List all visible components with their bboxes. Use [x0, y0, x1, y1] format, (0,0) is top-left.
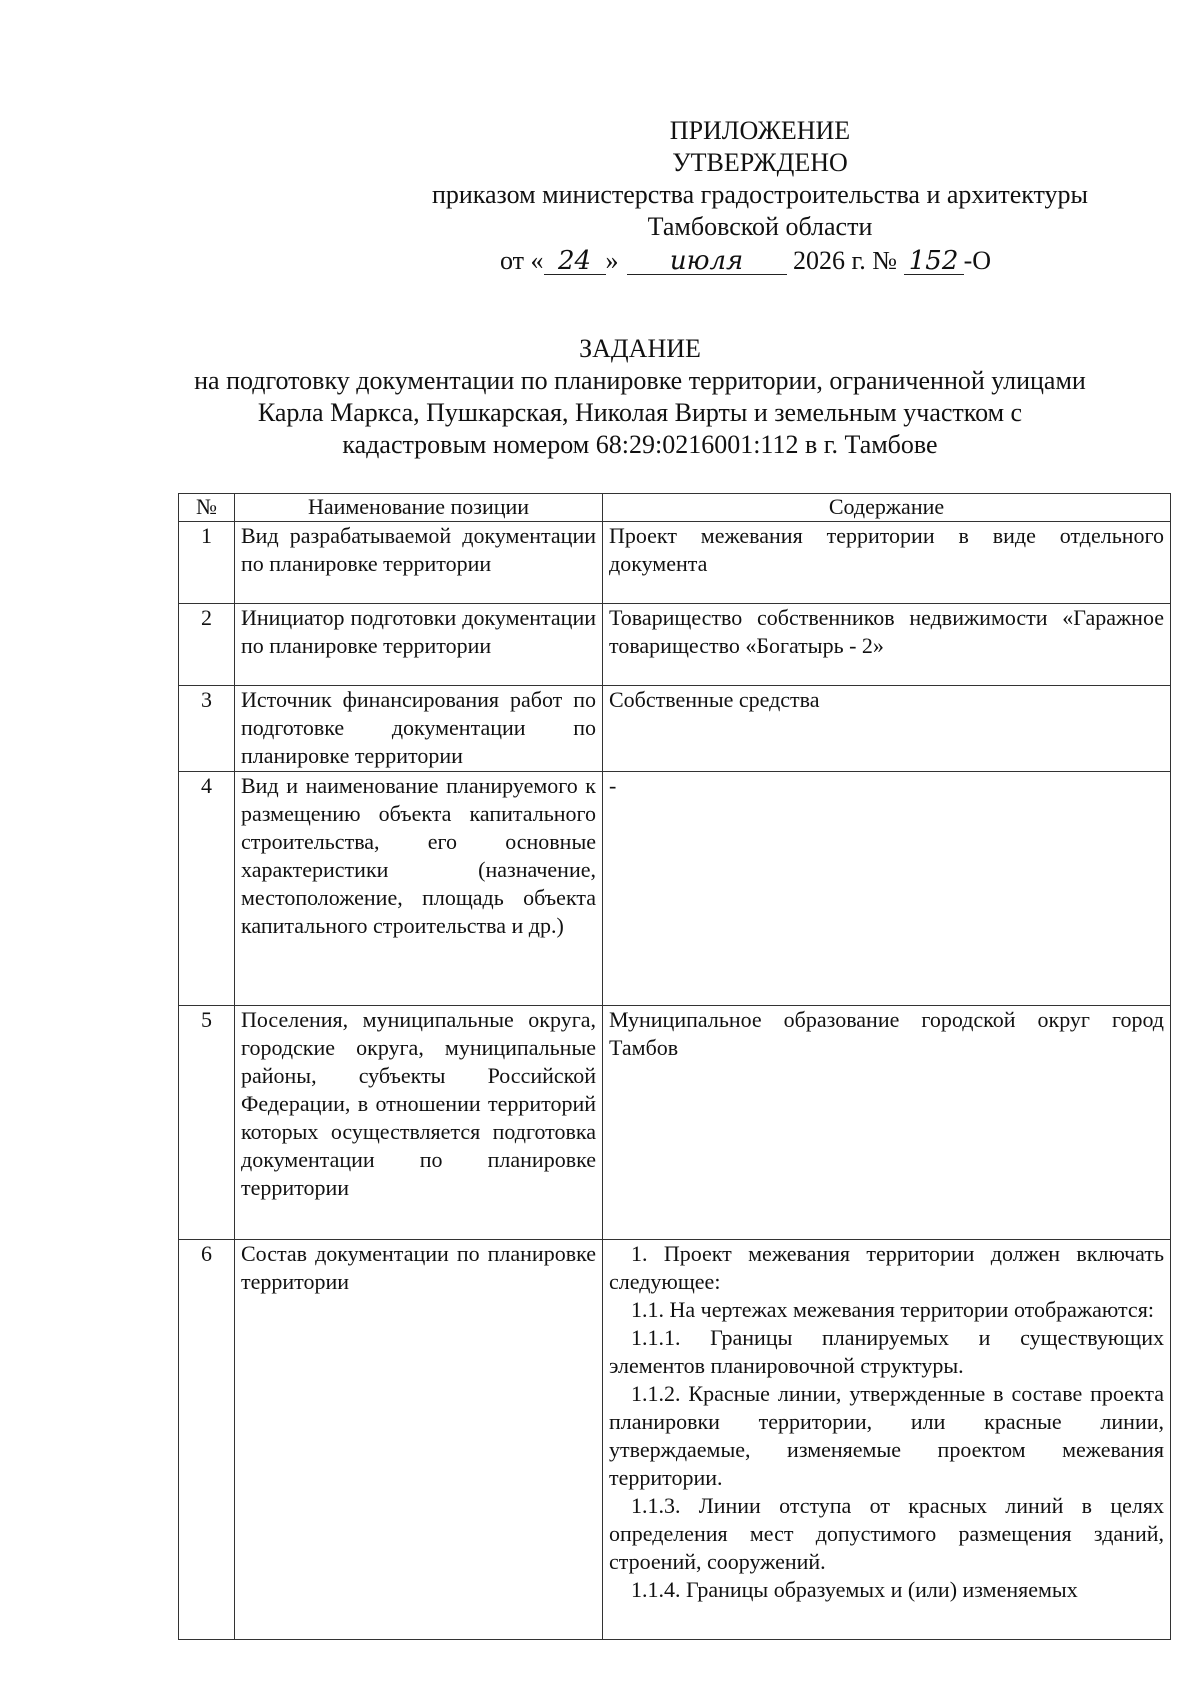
content-paragraph: 1.1.4. Границы образуемых и (или) изменяемых	[631, 1577, 1078, 1602]
handwritten-day: 24	[544, 248, 606, 275]
row-content: Проект межевания территории в виде отдельного документа	[603, 522, 1171, 604]
row-content: Товарищество собственников недвижимости «Гаражное товарищество «Богатырь - 2»	[603, 604, 1171, 686]
table-row	[179, 686, 1171, 772]
appendix-label: ПРИЛОЖЕНИЕ	[669, 116, 851, 145]
order-date-line	[500, 245, 1100, 277]
header-content: Содержание	[603, 494, 1171, 522]
date-mid: »	[605, 246, 619, 275]
title-heading: ЗАДАНИЕ	[579, 334, 701, 363]
row-num: 5	[179, 1006, 235, 1240]
row-content: -	[603, 772, 1171, 1006]
content-paragraph: 1.1.3. Линии отступа от красных линий в целях определения мест допустимого размещения зданий, строений, сооружений.	[609, 1493, 1164, 1574]
date-year: 2026 г. №	[793, 246, 898, 275]
content-paragraph: 1.1. На чертежах межевания территории отображаются:	[631, 1297, 1154, 1322]
table-row	[179, 1006, 1171, 1240]
content-paragraph: 1.1.1. Границы планируемых и существующих элементов планировочной структуры.	[609, 1325, 1164, 1378]
row-name: Вид разрабатываемой документации по планировке территории	[235, 522, 603, 604]
row-num: 6	[179, 1240, 235, 1640]
approved-label: УТВЕРЖДЕНО	[672, 148, 848, 177]
handwritten-order-number: 152	[904, 248, 964, 275]
date-suffix: -О	[963, 246, 992, 275]
approval-header	[390, 115, 1130, 243]
document-title	[110, 333, 1170, 461]
row-name: Инициатор подготовки документации по планировке территории	[235, 604, 603, 686]
row-content	[603, 1240, 1171, 1640]
header-num: №	[179, 494, 235, 522]
row-name: Источник финансирования работ по подготовке документации по планировке территории	[235, 686, 603, 772]
row-num: 2	[179, 604, 235, 686]
title-line-2: Карла Маркса, Пушкарская, Николая Вирты и земельным участком с	[257, 398, 1023, 427]
row-name: Состав документации по планировке территории	[235, 1240, 603, 1640]
table-row	[179, 772, 1171, 1006]
title-line-1: на подготовку документации по планировке территории, ограниченной улицами	[194, 366, 1086, 395]
table-header-row	[179, 494, 1171, 522]
row-content: Собственные средства	[603, 686, 1171, 772]
specification-table	[178, 493, 1171, 1640]
header-name: Наименование позиции	[235, 494, 603, 522]
content-paragraph: 1. Проект межевания территории должен включать следующее:	[609, 1241, 1164, 1294]
table-row	[179, 604, 1171, 686]
row-content: Муниципальное образование городской округ город Тамбов	[603, 1006, 1171, 1240]
table-row	[179, 522, 1171, 604]
title-line-3: кадастровым номером 68:29:0216001:112 в г. Тамбове	[342, 430, 938, 459]
content-paragraph: 1.1.2. Красные линии, утвержденные в составе проекта планировки территории, или красные линии, утверждаемые, изменяемые проектом межевания территории.	[609, 1381, 1164, 1490]
row-num: 4	[179, 772, 235, 1006]
handwritten-month: июля	[627, 248, 787, 275]
row-num: 3	[179, 686, 235, 772]
order-line-2: Тамбовской области	[647, 212, 873, 241]
row-num: 1	[179, 522, 235, 604]
row-name: Вид и наименование планируемого к размещению объекта капитального строительства, его основные характеристики (назначение, местоположение, площадь объекта капитального строительства и др.)	[235, 772, 603, 1006]
order-line-1: приказом министерства градостроительства и архитектуры	[431, 180, 1089, 209]
table-row	[179, 1240, 1171, 1640]
date-prefix: от «	[500, 246, 544, 275]
row-name: Поселения, муниципальные округа, городские округа, муниципальные районы, субъекты Российской Федерации, в отношении территорий которых осуществляется подготовка документации по планировке территории	[235, 1006, 603, 1240]
